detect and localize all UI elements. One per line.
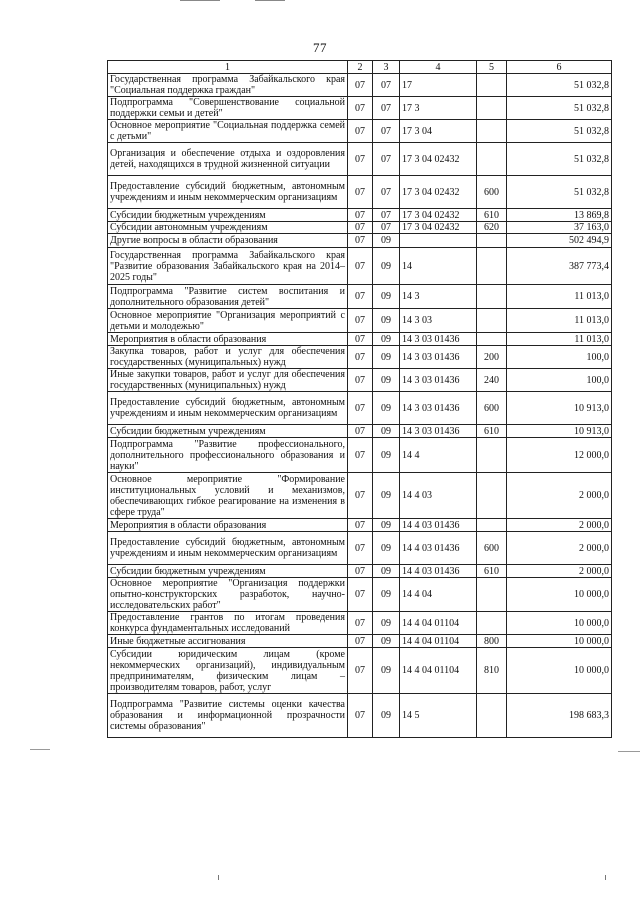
row-target-code: 14 3 03 01436 — [400, 392, 477, 425]
row-expense-type: 800 — [477, 635, 507, 648]
row-name: Основное мероприятие "Формирование институциональных условий и механизмов, обеспечивающих гибкое реагирование на изменения в сфере труда" — [108, 473, 348, 519]
row-amount: 10 000,0 — [507, 635, 612, 648]
row-subsection: 09 — [373, 346, 400, 369]
row-name: Предоставление субсидий бюджетным, автономным учреждениям и иным некоммерческим организациям — [108, 392, 348, 425]
row-name: Предоставление субсидий бюджетным, автономным учреждениям и иным некоммерческим организациям — [108, 532, 348, 565]
row-section: 07 — [348, 120, 373, 143]
row-target-code: 14 4 04 01104 — [400, 648, 477, 694]
row-name: Основное мероприятие "Организация мероприятий с детьми и молодежью" — [108, 309, 348, 333]
row-name: Иные бюджетные ассигнования — [108, 635, 348, 648]
row-section: 07 — [348, 473, 373, 519]
row-expense-type: 600 — [477, 176, 507, 209]
row-expense-type — [477, 333, 507, 346]
header-row — [108, 61, 612, 74]
row-amount: 198 683,3 — [507, 694, 612, 738]
row-section: 07 — [348, 176, 373, 209]
row-target-code: 14 — [400, 248, 477, 285]
row-name: Мероприятия в области образования — [108, 333, 348, 346]
row-subsection: 07 — [373, 97, 400, 120]
row-expense-type: 610 — [477, 209, 507, 222]
col-header-name: 1 — [108, 61, 348, 74]
row-subsection: 09 — [373, 392, 400, 425]
row-amount: 11 013,0 — [507, 285, 612, 309]
row-section: 07 — [348, 369, 373, 392]
table-row — [108, 309, 612, 333]
row-amount: 100,0 — [507, 346, 612, 369]
row-expense-type — [477, 694, 507, 738]
col-header-vr: 5 — [477, 61, 507, 74]
row-expense-type: 620 — [477, 222, 507, 234]
row-section: 07 — [348, 333, 373, 346]
margin-mark — [30, 749, 50, 750]
col-header-sum: 6 — [507, 61, 612, 74]
row-expense-type — [477, 578, 507, 612]
row-target-code: 14 5 — [400, 694, 477, 738]
row-target-code: 14 3 03 — [400, 309, 477, 333]
table-row — [108, 222, 612, 234]
row-section: 07 — [348, 392, 373, 425]
row-subsection: 07 — [373, 143, 400, 176]
table-row — [108, 565, 612, 578]
row-section: 07 — [348, 209, 373, 222]
row-name: Подпрограмма "Совершенствование социальной поддержки семьи и детей" — [108, 97, 348, 120]
table-row — [108, 578, 612, 612]
row-expense-type — [477, 74, 507, 97]
row-section: 07 — [348, 74, 373, 97]
row-name: Подпрограмма "Развитие профессионального, дополнительного профессионального образования и науки" — [108, 438, 348, 473]
row-subsection: 09 — [373, 309, 400, 333]
row-name: Основное мероприятие "Социальная поддержка семей с детьми" — [108, 120, 348, 143]
row-target-code: 14 4 — [400, 438, 477, 473]
row-subsection: 09 — [373, 234, 400, 248]
row-expense-type: 600 — [477, 392, 507, 425]
table-row — [108, 369, 612, 392]
col-header-pr: 3 — [373, 61, 400, 74]
row-name: Подпрограмма "Развитие системы оценки качества образования и информационной прозрачности системы образования" — [108, 694, 348, 738]
scan-artifact — [180, 0, 220, 1]
row-subsection: 09 — [373, 565, 400, 578]
row-section: 07 — [348, 438, 373, 473]
row-expense-type — [477, 438, 507, 473]
row-expense-type — [477, 234, 507, 248]
row-expense-type — [477, 309, 507, 333]
row-amount: 2 000,0 — [507, 519, 612, 532]
row-target-code: 14 4 04 — [400, 578, 477, 612]
table-row — [108, 234, 612, 248]
row-name: Другие вопросы в области образования — [108, 234, 348, 248]
table-row — [108, 143, 612, 176]
row-name: Государственная программа Забайкальского края "Развитие образования Забайкальского края на 2014–2025 годы" — [108, 248, 348, 285]
row-amount: 2 000,0 — [507, 565, 612, 578]
row-section: 07 — [348, 532, 373, 565]
row-subsection: 07 — [373, 120, 400, 143]
table-row — [108, 392, 612, 425]
row-subsection: 09 — [373, 519, 400, 532]
row-name: Субсидии автономным учреждениям — [108, 222, 348, 234]
row-subsection: 09 — [373, 694, 400, 738]
margin-mark — [618, 751, 640, 752]
row-name: Организация и обеспечение отдыха и оздоровления детей, находящихся в трудной жизненной ситуации — [108, 143, 348, 176]
row-name: Государственная программа Забайкальского края "Социальная поддержка граждан" — [108, 74, 348, 97]
row-subsection: 07 — [373, 74, 400, 97]
table-row — [108, 438, 612, 473]
row-target-code: 17 3 04 — [400, 120, 477, 143]
row-section: 07 — [348, 234, 373, 248]
row-section: 07 — [348, 285, 373, 309]
table-row — [108, 519, 612, 532]
table-row — [108, 333, 612, 346]
row-amount: 12 000,0 — [507, 438, 612, 473]
row-section: 07 — [348, 309, 373, 333]
row-subsection: 09 — [373, 333, 400, 346]
table-row — [108, 473, 612, 519]
row-amount: 11 013,0 — [507, 333, 612, 346]
row-expense-type: 240 — [477, 369, 507, 392]
row-amount: 2 000,0 — [507, 473, 612, 519]
row-expense-type: 810 — [477, 648, 507, 694]
row-section: 07 — [348, 346, 373, 369]
row-target-code: 14 4 03 01436 — [400, 565, 477, 578]
row-target-code: 14 4 03 — [400, 473, 477, 519]
row-name: Предоставление грантов по итогам проведения конкурса фундаментальных исследований — [108, 612, 348, 635]
row-section: 07 — [348, 635, 373, 648]
row-target-code: 14 4 03 01436 — [400, 519, 477, 532]
row-amount: 502 494,9 — [507, 234, 612, 248]
page-number: 77 — [313, 40, 327, 55]
row-target-code: 14 4 04 01104 — [400, 612, 477, 635]
row-amount: 2 000,0 — [507, 532, 612, 565]
row-expense-type — [477, 97, 507, 120]
table-row — [108, 694, 612, 738]
row-amount: 51 032,8 — [507, 97, 612, 120]
row-expense-type: 610 — [477, 425, 507, 438]
row-amount: 51 032,8 — [507, 176, 612, 209]
row-section: 07 — [348, 425, 373, 438]
row-amount: 10 000,0 — [507, 612, 612, 635]
row-amount: 10 913,0 — [507, 392, 612, 425]
row-amount: 10 913,0 — [507, 425, 612, 438]
row-subsection: 09 — [373, 285, 400, 309]
table-row — [108, 248, 612, 285]
row-amount: 51 032,8 — [507, 74, 612, 97]
row-section: 07 — [348, 694, 373, 738]
row-target-code: 17 3 04 02432 — [400, 222, 477, 234]
row-target-code: 17 — [400, 74, 477, 97]
row-subsection: 09 — [373, 578, 400, 612]
row-name: Основное мероприятие "Организация поддержки опытно-конструкторских разработок, научно-исследовательских работ" — [108, 578, 348, 612]
row-section: 07 — [348, 519, 373, 532]
row-section: 07 — [348, 565, 373, 578]
row-subsection: 09 — [373, 612, 400, 635]
row-subsection: 07 — [373, 209, 400, 222]
row-expense-type — [477, 519, 507, 532]
margin-mark — [218, 875, 219, 880]
scan-artifact — [255, 0, 285, 1]
row-name: Мероприятия в области образования — [108, 519, 348, 532]
table-row — [108, 425, 612, 438]
row-target-code: 17 3 04 02432 — [400, 143, 477, 176]
row-amount: 13 869,8 — [507, 209, 612, 222]
row-expense-type — [477, 120, 507, 143]
row-target-code: 14 3 03 01436 — [400, 346, 477, 369]
row-name: Субсидии юридическим лицам (кроме некоммерческих организаций), индивидуальным предпринимателям, физическим лицам – производителям товаров, работ, услуг — [108, 648, 348, 694]
row-subsection: 09 — [373, 369, 400, 392]
row-subsection: 09 — [373, 648, 400, 694]
row-expense-type — [477, 248, 507, 285]
budget-table — [107, 60, 612, 738]
row-section: 07 — [348, 143, 373, 176]
row-target-code: 17 3 — [400, 97, 477, 120]
row-section: 07 — [348, 648, 373, 694]
row-target-code: 17 3 04 02432 — [400, 176, 477, 209]
row-subsection: 09 — [373, 425, 400, 438]
row-target-code: 14 3 03 01436 — [400, 369, 477, 392]
row-amount: 37 163,0 — [507, 222, 612, 234]
row-expense-type: 610 — [477, 565, 507, 578]
row-subsection: 09 — [373, 248, 400, 285]
row-target-code: 14 4 04 01104 — [400, 635, 477, 648]
row-subsection: 07 — [373, 176, 400, 209]
table-row — [108, 176, 612, 209]
row-expense-type — [477, 612, 507, 635]
row-name: Субсидии бюджетным учреждениям — [108, 565, 348, 578]
row-target-code: 14 3 — [400, 285, 477, 309]
row-target-code: 14 4 03 01436 — [400, 532, 477, 565]
row-amount: 387 773,4 — [507, 248, 612, 285]
row-expense-type: 200 — [477, 346, 507, 369]
row-amount: 100,0 — [507, 369, 612, 392]
table-row — [108, 635, 612, 648]
row-subsection: 09 — [373, 438, 400, 473]
row-section: 07 — [348, 97, 373, 120]
row-expense-type — [477, 143, 507, 176]
table-row — [108, 97, 612, 120]
row-subsection: 09 — [373, 532, 400, 565]
row-section: 07 — [348, 578, 373, 612]
table-row — [108, 285, 612, 309]
row-amount: 11 013,0 — [507, 309, 612, 333]
table-row — [108, 648, 612, 694]
row-target-code: 17 3 04 02432 — [400, 209, 477, 222]
row-expense-type — [477, 473, 507, 519]
table-row — [108, 346, 612, 369]
table-row — [108, 74, 612, 97]
col-header-csr: 4 — [400, 61, 477, 74]
row-amount: 51 032,8 — [507, 120, 612, 143]
col-header-rz: 2 — [348, 61, 373, 74]
row-name: Закупка товаров, работ и услуг для обеспечения государственных (муниципальных) нужд — [108, 346, 348, 369]
row-target-code — [400, 234, 477, 248]
margin-mark — [605, 875, 606, 880]
row-target-code: 14 3 03 01436 — [400, 333, 477, 346]
row-amount: 10 000,0 — [507, 648, 612, 694]
row-expense-type — [477, 285, 507, 309]
row-amount: 51 032,8 — [507, 143, 612, 176]
row-section: 07 — [348, 222, 373, 234]
row-name: Подпрограмма "Развитие систем воспитания и дополнительного образования детей" — [108, 285, 348, 309]
row-section: 07 — [348, 612, 373, 635]
row-target-code: 14 3 03 01436 — [400, 425, 477, 438]
row-section: 07 — [348, 248, 373, 285]
table-row — [108, 120, 612, 143]
row-amount: 10 000,0 — [507, 578, 612, 612]
table-row — [108, 532, 612, 565]
row-subsection: 07 — [373, 222, 400, 234]
table-row — [108, 612, 612, 635]
row-expense-type: 600 — [477, 532, 507, 565]
row-name: Предоставление субсидий бюджетным, автономным учреждениям и иным некоммерческим организациям — [108, 176, 348, 209]
row-name: Иные закупки товаров, работ и услуг для обеспечения государственных (муниципальных) нужд — [108, 369, 348, 392]
row-subsection: 09 — [373, 635, 400, 648]
row-subsection: 09 — [373, 473, 400, 519]
row-name: Субсидии бюджетным учреждениям — [108, 425, 348, 438]
row-name: Субсидии бюджетным учреждениям — [108, 209, 348, 222]
table-row — [108, 209, 612, 222]
